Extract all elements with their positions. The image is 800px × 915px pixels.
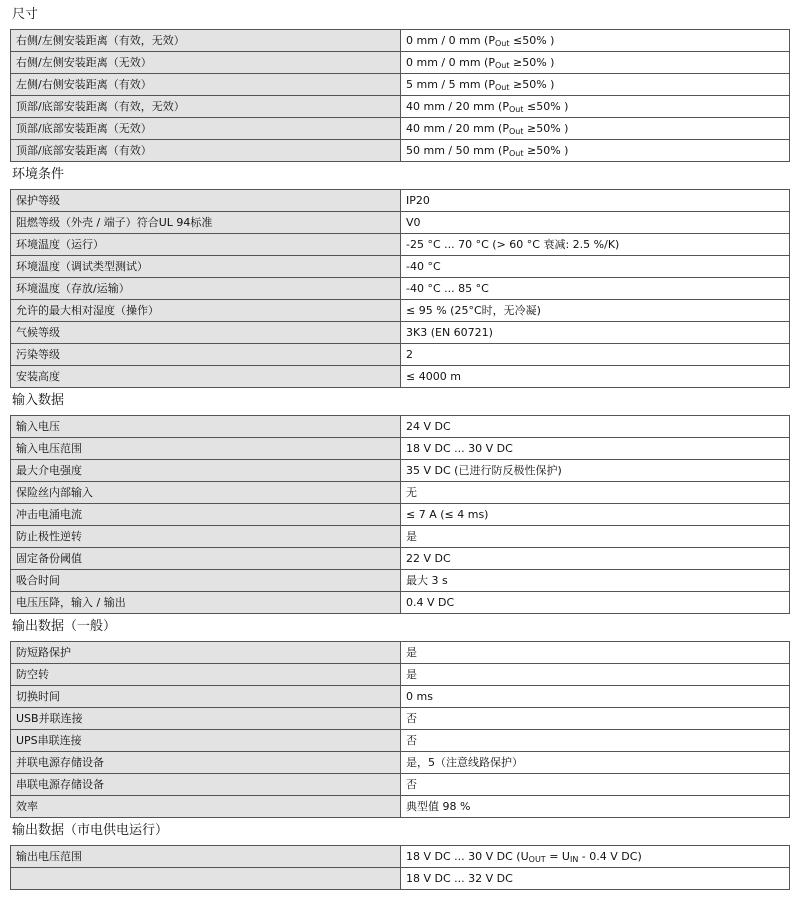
- table-row: [11, 570, 790, 592]
- table-row: [11, 868, 790, 890]
- row-label: 串联电源存储设备: [11, 774, 401, 796]
- row-label: 输入电压: [11, 416, 401, 438]
- row-value: 是: [401, 526, 790, 548]
- table-row: [11, 416, 790, 438]
- row-value: -40 °C: [401, 256, 790, 278]
- table-row: [11, 592, 790, 614]
- row-label: 冲击电涌电流: [11, 504, 401, 526]
- row-value: 0 mm / 0 mm ($P_{Out} \ge 50\%$ ): [401, 52, 790, 74]
- row-value: 0.4 V DC: [401, 592, 790, 614]
- table-row: [11, 30, 790, 52]
- table-row: [11, 366, 790, 388]
- input-data-table: [10, 415, 790, 614]
- row-value: 否: [401, 730, 790, 752]
- row-value: 24 V DC: [401, 416, 790, 438]
- row-label: 安装高度: [11, 366, 401, 388]
- table-row: [11, 322, 790, 344]
- row-label: 环境温度（存放/运输）: [11, 278, 401, 300]
- row-label: 防止极性逆转: [11, 526, 401, 548]
- row-value: 50 mm / 50 mm ($P_{Out} \ge 50\%$ ): [401, 140, 790, 162]
- row-value: 18 V DC ... 32 V DC: [401, 868, 790, 890]
- row-value: 0 mm / 0 mm ($P_{Out} \le 50\%$ ): [401, 30, 790, 52]
- spec-sheet: [0, 5, 800, 890]
- row-value: ≤ 95 % (25°C时，无冷凝): [401, 300, 790, 322]
- row-value: 无: [401, 482, 790, 504]
- table-row: [11, 278, 790, 300]
- row-value: -25 °C ... 70 °C (> 60 °C 衰减: 2.5 %/K): [401, 234, 790, 256]
- row-label: 左侧/右侧安装距离（有效）: [11, 74, 401, 96]
- row-value: 最大 3 s: [401, 570, 790, 592]
- row-label: 保险丝内部输入: [11, 482, 401, 504]
- row-label: 气候等级: [11, 322, 401, 344]
- table-row: [11, 190, 790, 212]
- section-title-input-data: 输入数据: [12, 393, 65, 408]
- row-label: 效率: [11, 796, 401, 818]
- table-row: [11, 504, 790, 526]
- row-value: V0: [401, 212, 790, 234]
- table-row: [11, 256, 790, 278]
- row-label: 环境温度（调试类型测试）: [11, 256, 401, 278]
- table-row: [11, 730, 790, 752]
- row-value: -40 °C ... 85 °C: [401, 278, 790, 300]
- row-value: 是: [401, 642, 790, 664]
- row-value: 否: [401, 774, 790, 796]
- row-value: 是: [401, 664, 790, 686]
- section-title-environment: 环境条件: [12, 167, 65, 182]
- row-label: 环境温度（运行）: [11, 234, 401, 256]
- table-row: [11, 548, 790, 570]
- row-label: 切换时间: [11, 686, 401, 708]
- table-row: [11, 96, 790, 118]
- row-label: 右侧/左侧安装距离（有效，无效）: [11, 30, 401, 52]
- table-row: [11, 438, 790, 460]
- row-label: USB并联连接: [11, 708, 401, 730]
- table-row: [11, 526, 790, 548]
- row-value: 0 ms: [401, 686, 790, 708]
- row-label: 阻燃等级（外壳 / 端子）符合UL 94标准: [11, 212, 401, 234]
- row-label: 顶部/底部安装距离（无效）: [11, 118, 401, 140]
- section-title-dimensions: 尺寸: [12, 7, 39, 22]
- row-label: 并联电源存储设备: [11, 752, 401, 774]
- environment-table: [10, 189, 790, 388]
- row-label: 污染等级: [11, 344, 401, 366]
- table-row: [11, 300, 790, 322]
- row-value: 40 mm / 20 mm ($P_{Out} \le 50\%$ ): [401, 96, 790, 118]
- row-label: UPS串联连接: [11, 730, 401, 752]
- row-value: 40 mm / 20 mm ($P_{Out} \ge 50\%$ ): [401, 118, 790, 140]
- row-label: 电压压降，输入 / 输出: [11, 592, 401, 614]
- table-row: [11, 118, 790, 140]
- table-row: [11, 708, 790, 730]
- row-value: 35 V DC (已进行防反极性保护): [401, 460, 790, 482]
- table-row: [11, 140, 790, 162]
- table-row: [11, 774, 790, 796]
- row-label: 保护等级: [11, 190, 401, 212]
- row-label: 输出电压范围: [11, 846, 401, 868]
- table-row: [11, 796, 790, 818]
- row-value: ≤ 7 A (≤ 4 ms): [401, 504, 790, 526]
- row-label: 最大介电强度: [11, 460, 401, 482]
- table-row: [11, 74, 790, 96]
- row-value: 18 V DC ... 30 V DC ($U_{OUT} = U_{IN} - 0.4$ V DC): [401, 846, 790, 868]
- row-value: ≤ 4000 m: [401, 366, 790, 388]
- row-value: 5 mm / 5 mm ($P_{Out} \ge 50\%$ ): [401, 74, 790, 96]
- table-row: [11, 846, 790, 868]
- table-row: [11, 642, 790, 664]
- dimensions-table: [10, 29, 790, 162]
- table-row: [11, 234, 790, 256]
- row-label: 固定备份阈值: [11, 548, 401, 570]
- row-value: 否: [401, 708, 790, 730]
- table-row: [11, 344, 790, 366]
- row-value: 3K3 (EN 60721): [401, 322, 790, 344]
- row-value: 是，5（注意线路保护）: [401, 752, 790, 774]
- row-label: 顶部/底部安装距离（有效，无效）: [11, 96, 401, 118]
- row-label: 吸合时间: [11, 570, 401, 592]
- row-label: 右侧/左侧安装距离（无效）: [11, 52, 401, 74]
- row-label: 顶部/底部安装距离（有效）: [11, 140, 401, 162]
- row-label: [11, 868, 401, 890]
- table-row: [11, 686, 790, 708]
- table-row: [11, 664, 790, 686]
- output-general-table: [10, 641, 790, 818]
- row-label: 允许的最大相对湿度（操作）: [11, 300, 401, 322]
- row-value: 22 V DC: [401, 548, 790, 570]
- row-value: IP20: [401, 190, 790, 212]
- section-title-output-general: 输出数据（一般）: [12, 619, 117, 634]
- table-row: [11, 752, 790, 774]
- row-label: 输入电压范围: [11, 438, 401, 460]
- output-mains-table: [10, 845, 790, 890]
- row-label: 防空转: [11, 664, 401, 686]
- table-row: [11, 212, 790, 234]
- table-row: [11, 460, 790, 482]
- row-value: 18 V DC ... 30 V DC: [401, 438, 790, 460]
- row-value: 典型值 98 %: [401, 796, 790, 818]
- table-row: [11, 482, 790, 504]
- row-value: 2: [401, 344, 790, 366]
- table-row: [11, 52, 790, 74]
- row-label: 防短路保护: [11, 642, 401, 664]
- section-title-output-mains: 输出数据（市电供电运行）: [12, 823, 169, 838]
